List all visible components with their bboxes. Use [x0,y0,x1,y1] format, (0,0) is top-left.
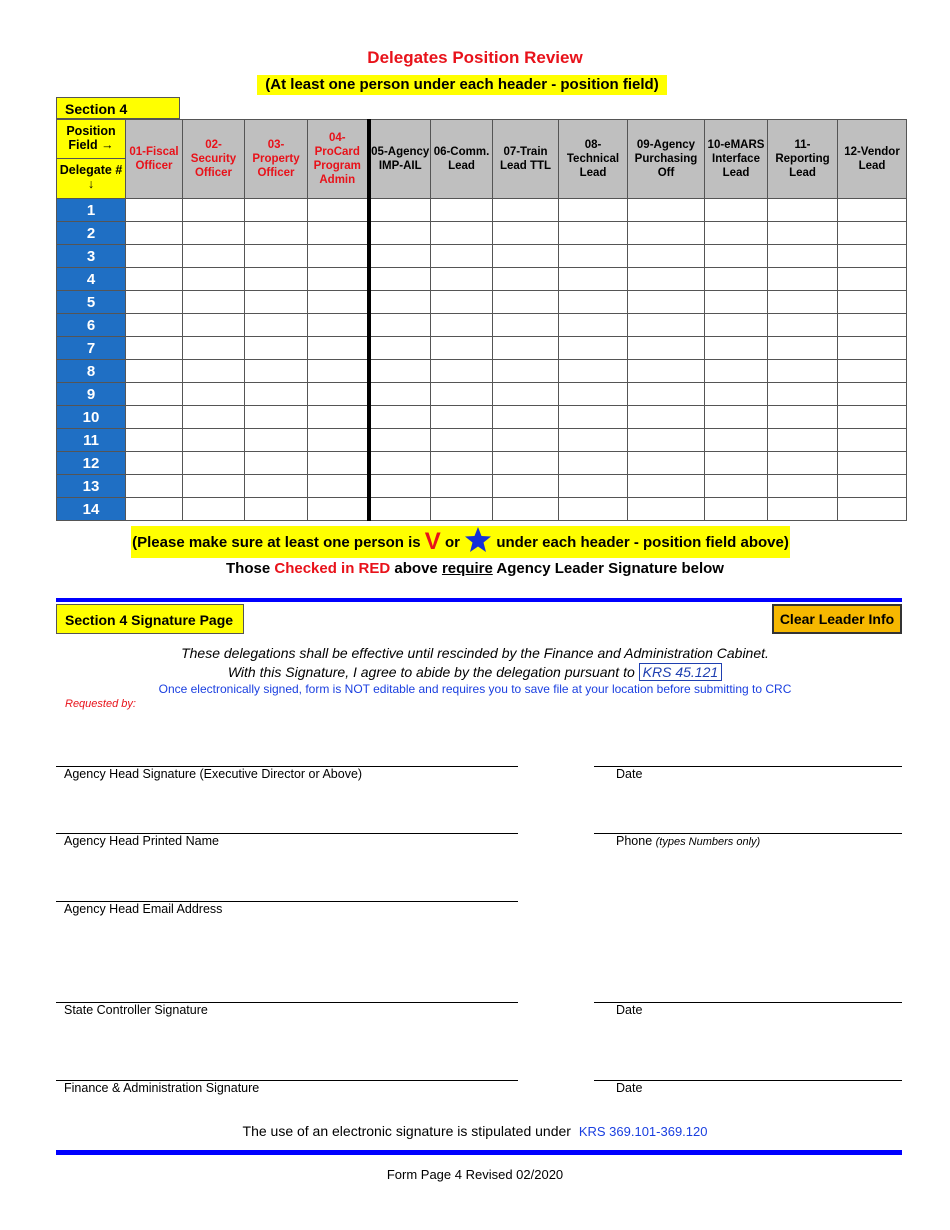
delegate-cell[interactable] [431,383,493,406]
delegate-cell[interactable] [431,429,493,452]
delegate-cell[interactable] [308,383,369,406]
delegate-cell[interactable] [705,406,768,429]
delegate-cell[interactable] [838,429,907,452]
delegate-cell[interactable] [431,475,493,498]
delegate-cell[interactable] [628,291,705,314]
instruction-note [131,526,790,558]
delegate-cell[interactable] [493,245,559,268]
delegate-cell[interactable] [768,475,838,498]
delegate-cell[interactable] [705,360,768,383]
delegate-cell[interactable] [628,199,705,222]
finance-admin-signature-label: Finance & Administration Signature [64,1081,260,1095]
column-header: 05-Agency IMP-AIL [369,120,431,199]
agreement-text: With this Signature, I agree to abide by the delegation pursuant to [227,664,635,680]
section-tag: Section 4 [56,97,180,119]
table-row [57,245,907,268]
delegate-cell[interactable] [493,383,559,406]
delegate-number: 5 [57,291,126,314]
delegate-cell[interactable] [705,498,768,521]
delegate-cell[interactable] [369,475,431,498]
clear-leader-info-button[interactable]: Clear Leader Info [772,604,902,634]
delegate-cell[interactable] [369,429,431,452]
table-row [57,406,907,429]
delegate-cell[interactable] [431,337,493,360]
delegate-cell[interactable] [705,337,768,360]
delegate-cell[interactable] [559,498,628,521]
delegate-cell[interactable] [369,314,431,337]
delegate-cell[interactable] [369,360,431,383]
delegate-cell[interactable] [369,452,431,475]
delegate-cell[interactable] [628,475,705,498]
delegate-cell[interactable] [183,475,245,498]
delegate-cell[interactable] [493,222,559,245]
delegate-cell[interactable] [369,199,431,222]
delegate-cell[interactable] [308,360,369,383]
krs-45-121-link[interactable]: KRS 45.121 [639,663,723,681]
electronic-sign-note: Once electronically signed, form is NOT editable and requires you to save file at your location before submitting to CRC [158,682,792,696]
requested-by-label: Requested by: [65,698,136,710]
delegate-cell[interactable] [245,360,308,383]
delegate-number: 1 [57,199,126,222]
delegate-cell[interactable] [183,383,245,406]
checked-mid: above [394,560,438,577]
column-header: 04-ProCard Program Admin [308,120,369,199]
delegate-cell[interactable] [493,498,559,521]
column-header: 12-Vendor Lead [838,120,907,199]
delegate-cell[interactable] [838,337,907,360]
delegate-cell[interactable] [431,245,493,268]
delegate-cell[interactable] [308,245,369,268]
column-header: 07-Train Lead TTL [493,120,559,199]
delegate-cell[interactable] [126,268,183,291]
delegate-cell[interactable] [369,222,431,245]
delegate-cell[interactable] [245,291,308,314]
table-row [57,429,907,452]
delegate-cell[interactable] [768,452,838,475]
delegate-cell[interactable] [493,452,559,475]
delegates-table [56,119,907,521]
delegate-cell[interactable] [768,199,838,222]
delegate-cell[interactable] [245,337,308,360]
position-field-label: Position Field → [57,120,125,159]
delegate-cell[interactable] [768,406,838,429]
date-label-2: Date [616,1003,643,1017]
bottom-divider [56,1150,902,1155]
delegate-cell[interactable] [126,406,183,429]
delegate-cell[interactable] [308,314,369,337]
delegate-cell[interactable] [838,291,907,314]
column-header: 02-Security Officer [183,120,245,199]
delegate-cell[interactable] [559,291,628,314]
table-row [57,498,907,521]
delegate-cell[interactable] [245,314,308,337]
delegate-number: 6 [57,314,126,337]
delegate-cell[interactable] [245,268,308,291]
delegate-cell[interactable] [369,337,431,360]
delegate-cell[interactable] [768,360,838,383]
delegate-cell[interactable] [369,291,431,314]
column-header: 11-Reporting Lead [768,120,838,199]
form-footer: Form Page 4 Revised 02/2020 [386,1167,564,1182]
delegate-cell[interactable] [559,475,628,498]
delegate-number: 3 [57,245,126,268]
esignature-statement [0,1123,950,1139]
delegate-cell[interactable] [183,406,245,429]
delegate-cell[interactable] [493,314,559,337]
delegate-cell[interactable] [126,291,183,314]
delegate-number: 2 [57,222,126,245]
delegate-cell[interactable] [768,429,838,452]
delegate-cell[interactable] [431,452,493,475]
delegate-cell[interactable] [431,406,493,429]
krs-369-link[interactable]: KRS 369.101-369.120 [578,1124,708,1139]
table-row [57,314,907,337]
delegate-cell[interactable] [705,245,768,268]
table-row [57,360,907,383]
delegate-cell[interactable] [838,199,907,222]
corner-cell [57,120,126,199]
delegate-cell[interactable] [768,268,838,291]
delegate-number: 7 [57,337,126,360]
delegate-cell[interactable] [245,406,308,429]
note-part1: (Please make sure at least one person is [132,534,421,551]
delegate-number: 9 [57,383,126,406]
delegate-cell[interactable] [559,245,628,268]
delegate-cell[interactable] [628,498,705,521]
delegate-cell[interactable] [126,452,183,475]
agency-head-signature-label: Agency Head Signature (Executive Director or Above) [64,767,363,781]
delegate-cell[interactable] [559,337,628,360]
delegate-cell[interactable] [559,383,628,406]
delegate-number: 12 [57,452,126,475]
table-row [57,291,907,314]
delegate-cell[interactable] [705,199,768,222]
delegate-cell[interactable] [245,245,308,268]
delegate-cell[interactable] [431,199,493,222]
phone-label [616,834,760,848]
column-header: 10-eMARS Interface Lead [705,120,768,199]
effective-statement: These delegations shall be effective until rescinded by the Finance and Administration Cabinet. [181,645,769,661]
delegate-cell[interactable] [768,337,838,360]
checked-prefix: Those [226,560,271,577]
delegate-cell[interactable] [493,199,559,222]
delegate-cell[interactable] [126,498,183,521]
table-header-row [57,120,907,199]
delegate-cell[interactable] [126,337,183,360]
checked-red-notice [0,560,950,577]
delegate-cell[interactable] [559,406,628,429]
delegate-cell[interactable] [183,337,245,360]
delegate-cell[interactable] [369,268,431,291]
delegate-cell[interactable] [183,360,245,383]
delegate-cell[interactable] [183,291,245,314]
delegate-cell[interactable] [559,199,628,222]
delegate-cell[interactable] [628,222,705,245]
delegate-cell[interactable] [308,199,369,222]
delegate-cell[interactable] [628,383,705,406]
delegate-cell[interactable] [838,222,907,245]
delegate-cell[interactable] [838,245,907,268]
delegate-cell[interactable] [838,360,907,383]
delegate-cell[interactable] [493,406,559,429]
delegate-cell[interactable] [126,245,183,268]
esig-text: The use of an electronic signature is stipulated under [242,1123,571,1139]
delegate-cell[interactable] [838,383,907,406]
delegate-cell[interactable] [559,268,628,291]
delegate-cell[interactable] [705,429,768,452]
checked-suffix: Agency Leader Signature below [496,560,724,577]
table-row [57,268,907,291]
checked-red-text: Checked in RED [274,560,391,577]
note-part2: under each header - position field above) [496,534,789,551]
table-row [57,199,907,222]
phone-text: Phone [616,834,653,848]
table-row [57,222,907,245]
state-controller-signature-label: State Controller Signature [64,1003,208,1017]
delegate-cell[interactable] [126,429,183,452]
delegate-cell[interactable] [838,314,907,337]
delegate-cell[interactable] [308,429,369,452]
delegate-cell[interactable] [559,429,628,452]
delegate-cell[interactable] [768,245,838,268]
delegate-number-label: Delegate # ↓ [59,163,123,191]
delegate-cell[interactable] [768,314,838,337]
delegate-cell[interactable] [183,429,245,452]
delegate-cell[interactable] [245,383,308,406]
delegate-cell[interactable] [559,314,628,337]
delegate-cell[interactable] [183,199,245,222]
delegate-cell[interactable] [126,383,183,406]
delegate-cell[interactable] [308,222,369,245]
delegate-cell[interactable] [628,429,705,452]
page-subtitle: (At least one person under each header - position field) [257,75,667,95]
delegate-cell[interactable] [245,429,308,452]
delegate-cell[interactable] [559,360,628,383]
delegate-cell[interactable] [245,222,308,245]
column-header: 01-Fiscal Officer [126,120,183,199]
delegate-cell[interactable] [838,406,907,429]
delegate-cell[interactable] [493,268,559,291]
delegate-cell[interactable] [369,406,431,429]
delegate-cell[interactable] [126,222,183,245]
table-row [57,475,907,498]
delegate-cell[interactable] [768,222,838,245]
delegate-cell[interactable] [126,475,183,498]
delegate-cell[interactable] [183,245,245,268]
delegate-cell[interactable] [705,475,768,498]
delegate-cell[interactable] [768,291,838,314]
page-title: Delegates Position Review [367,48,583,67]
delegate-cell[interactable] [838,498,907,521]
delegate-cell[interactable] [628,245,705,268]
delegate-cell[interactable] [308,406,369,429]
delegate-cell[interactable] [245,498,308,521]
delegate-number: 4 [57,268,126,291]
delegate-cell[interactable] [369,383,431,406]
delegate-cell[interactable] [431,268,493,291]
check-mark-icon: V [424,528,441,555]
delegate-cell[interactable] [559,452,628,475]
table-body [57,199,907,521]
delegate-cell[interactable] [493,337,559,360]
column-header: 03-Property Officer [245,120,308,199]
delegate-cell[interactable] [245,199,308,222]
checked-require: require [441,560,493,577]
delegate-cell[interactable] [369,498,431,521]
column-header: 08-Technical Lead [559,120,628,199]
date-label-3: Date [616,1081,643,1095]
delegate-cell[interactable] [705,383,768,406]
delegate-cell[interactable] [245,475,308,498]
delegate-cell[interactable] [628,360,705,383]
delegate-cell[interactable] [838,268,907,291]
delegate-number: 11 [57,429,126,452]
delegate-cell[interactable] [308,452,369,475]
delegate-cell[interactable] [126,360,183,383]
delegate-cell[interactable] [493,475,559,498]
delegate-cell[interactable] [705,291,768,314]
delegate-cell[interactable] [308,337,369,360]
delegate-number: 10 [57,406,126,429]
delegate-cell[interactable] [126,314,183,337]
delegate-cell[interactable] [183,452,245,475]
delegate-cell[interactable] [245,452,308,475]
delegate-cell[interactable] [183,268,245,291]
delegate-cell[interactable] [183,314,245,337]
date-label-1: Date [616,767,643,781]
delegate-cell[interactable] [628,337,705,360]
agency-head-name-label: Agency Head Printed Name [64,834,219,848]
delegate-number: 14 [57,498,126,521]
delegate-cell[interactable] [308,268,369,291]
delegate-cell[interactable] [308,291,369,314]
star-icon [464,526,492,554]
delegate-cell[interactable] [493,360,559,383]
delegate-cell[interactable] [431,291,493,314]
delegate-cell[interactable] [705,314,768,337]
top-divider [56,598,902,602]
signature-section-tag: Section 4 Signature Page [56,604,244,634]
delegate-cell[interactable] [628,406,705,429]
delegate-cell[interactable] [628,452,705,475]
delegate-cell[interactable] [493,291,559,314]
delegate-cell[interactable] [838,452,907,475]
delegate-cell[interactable] [705,452,768,475]
delegate-cell[interactable] [768,383,838,406]
delegate-cell[interactable] [768,498,838,521]
delegate-cell[interactable] [308,475,369,498]
delegate-cell[interactable] [628,268,705,291]
delegate-cell[interactable] [705,268,768,291]
delegate-cell[interactable] [308,498,369,521]
delegate-cell[interactable] [705,222,768,245]
table-row [57,383,907,406]
note-or: or [444,534,460,551]
delegate-cell[interactable] [369,245,431,268]
delegate-cell[interactable] [559,222,628,245]
delegate-cell[interactable] [431,360,493,383]
agency-head-email-label: Agency Head Email Address [64,902,223,916]
delegate-number: 8 [57,360,126,383]
table-row [57,452,907,475]
table-row [57,337,907,360]
delegate-cell[interactable] [838,475,907,498]
phone-hint: (types Numbers only) [655,836,761,848]
delegate-cell[interactable] [628,314,705,337]
delegate-cell[interactable] [126,199,183,222]
delegate-cell[interactable] [493,429,559,452]
delegate-cell[interactable] [431,222,493,245]
delegate-cell[interactable] [431,314,493,337]
delegate-cell[interactable] [431,498,493,521]
agreement-statement [0,664,950,680]
delegate-number: 13 [57,475,126,498]
column-header: 06-Comm. Lead [431,120,493,199]
column-header: 09-Agency Purchasing Off [628,120,705,199]
delegate-cell[interactable] [183,498,245,521]
delegate-cell[interactable] [183,222,245,245]
